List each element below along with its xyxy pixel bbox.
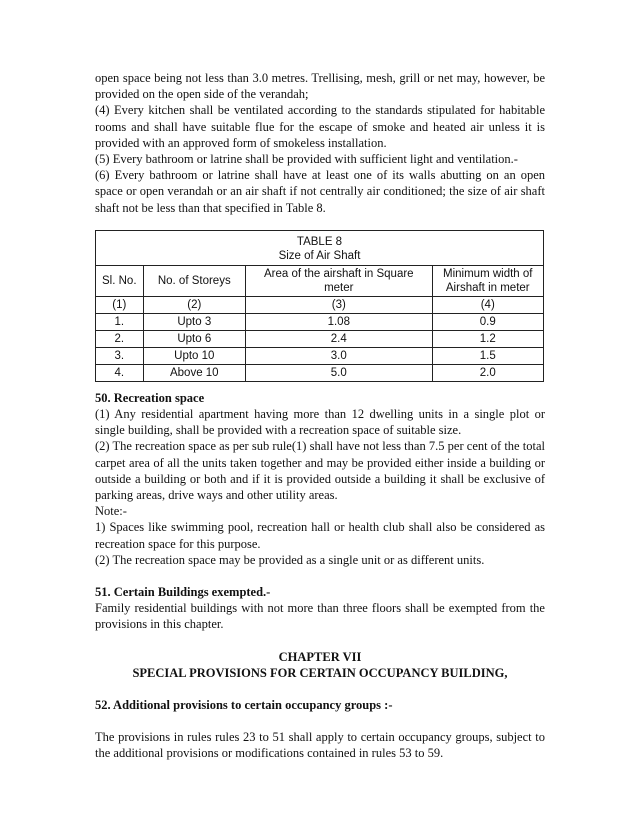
note-1: 1) Spaces like swimming pool, recreation hall or health club shall also be considered as recreation space for this purpose.	[95, 520, 545, 551]
table-cell: 2.	[96, 330, 144, 347]
table-cell: 4.	[96, 364, 144, 381]
note-label: Note:-	[95, 504, 127, 519]
header-storeys: No. of Storeys	[143, 265, 246, 296]
table-row	[96, 330, 544, 347]
table-cell: 0.9	[432, 313, 543, 330]
spacer	[95, 713, 545, 729]
table-cell: Upto 3	[143, 313, 246, 330]
table-cell: 1.	[96, 313, 144, 330]
table-cell: Above 10	[143, 364, 246, 381]
note-2: (2) The recreation space may be provided as a single unit or as different units.	[95, 552, 485, 567]
table-cell: (1)	[96, 296, 144, 313]
table-header-row	[96, 265, 544, 296]
section-50-paragraph-1: (1) Any residential apartment having more than 12 dwelling units in a single plot or single building, shall be provided with a recreation space of suitable size.	[95, 407, 545, 438]
spacer	[95, 633, 545, 649]
table-cell: 1.2	[432, 330, 543, 347]
table-cell: (3)	[246, 296, 432, 313]
spacer	[95, 681, 545, 697]
section-50-paragraph-2: (2) The recreation space as per sub rule(1) shall have not less than 7.5 per cent of the total carpet area of all the units taken together and may be provided either inside a building or outside a building or both and if it is provided outside a building it shall be exclusive of parking areas, drive ways and other utility areas.	[95, 439, 545, 503]
table-cell: 1.5	[432, 347, 543, 364]
table-cell: (4)	[432, 296, 543, 313]
intro-paragraph-4: (6) Every bathroom or latrine shall have at least one of its walls abutting on an open space or open verandah or an air shaft if not centrally air conditioned; the size of air shaft shaft not be less than that specified in Table 8.	[95, 168, 545, 215]
table-cell: Upto 6	[143, 330, 246, 347]
table-cell: (2)	[143, 296, 246, 313]
table-cell: 1.08	[246, 313, 432, 330]
table-row	[96, 364, 544, 381]
section-50-heading: 50. Recreation space	[95, 390, 205, 405]
header-min-width: Minimum width of Airshaft in meter	[432, 265, 543, 296]
section-52-paragraph: The provisions in rules rules 23 to 51 shall apply to certain occupancy groups, subject to the additional provisions or modifications contained in rules 53 to 59.	[95, 730, 545, 761]
chapter-title: CHAPTER VII	[278, 649, 362, 664]
table-title-row	[96, 230, 544, 265]
table-title: TABLE 8	[296, 235, 343, 248]
header-sl-no: Sl. No.	[96, 265, 144, 296]
table-cell: 2.0	[432, 364, 543, 381]
intro-paragraph-1: open space being not less than 3.0 metres. Trellising, mesh, grill or net may, however, be provided on the open side of the verandah;	[95, 71, 545, 102]
intro-paragraph-3: (5) Every bathroom or latrine shall be provided with sufficient light and ventilation.-	[95, 152, 518, 167]
table-8	[95, 230, 544, 382]
table-row	[96, 313, 544, 330]
chapter-subtitle: SPECIAL PROVISIONS FOR CERTAIN OCCUPANCY BUILDING,	[132, 665, 508, 680]
table-cell: 3.	[96, 347, 144, 364]
table-cell: 2.4	[246, 330, 432, 347]
table-subtitle: Size of Air Shaft	[278, 249, 361, 262]
section-52-heading: 52. Additional provisions to certain occupancy groups :-	[95, 698, 393, 713]
header-area: Area of the airshaft in Square meter	[246, 265, 432, 296]
table-row	[96, 347, 544, 364]
section-51-paragraph: Family residential buildings with not more than three floors shall be exempted from the provisions in this chapter.	[95, 601, 545, 632]
table-cell: 5.0	[246, 364, 432, 381]
section-51-heading: 51. Certain Buildings exempted.-	[95, 585, 271, 600]
table-numbering-row	[96, 296, 544, 313]
intro-paragraph-2: (4) Every kitchen shall be ventilated according to the standards stipulated for habitable rooms and shall have suitable flue for the escape of smoke and heated air unless it is provided with an approved form of smokeless installation.	[95, 103, 545, 150]
table-cell: 3.0	[246, 347, 432, 364]
table-cell: Upto 10	[143, 347, 246, 364]
document-page	[95, 70, 545, 762]
spacer	[95, 568, 545, 584]
table-title-cell	[96, 230, 544, 265]
